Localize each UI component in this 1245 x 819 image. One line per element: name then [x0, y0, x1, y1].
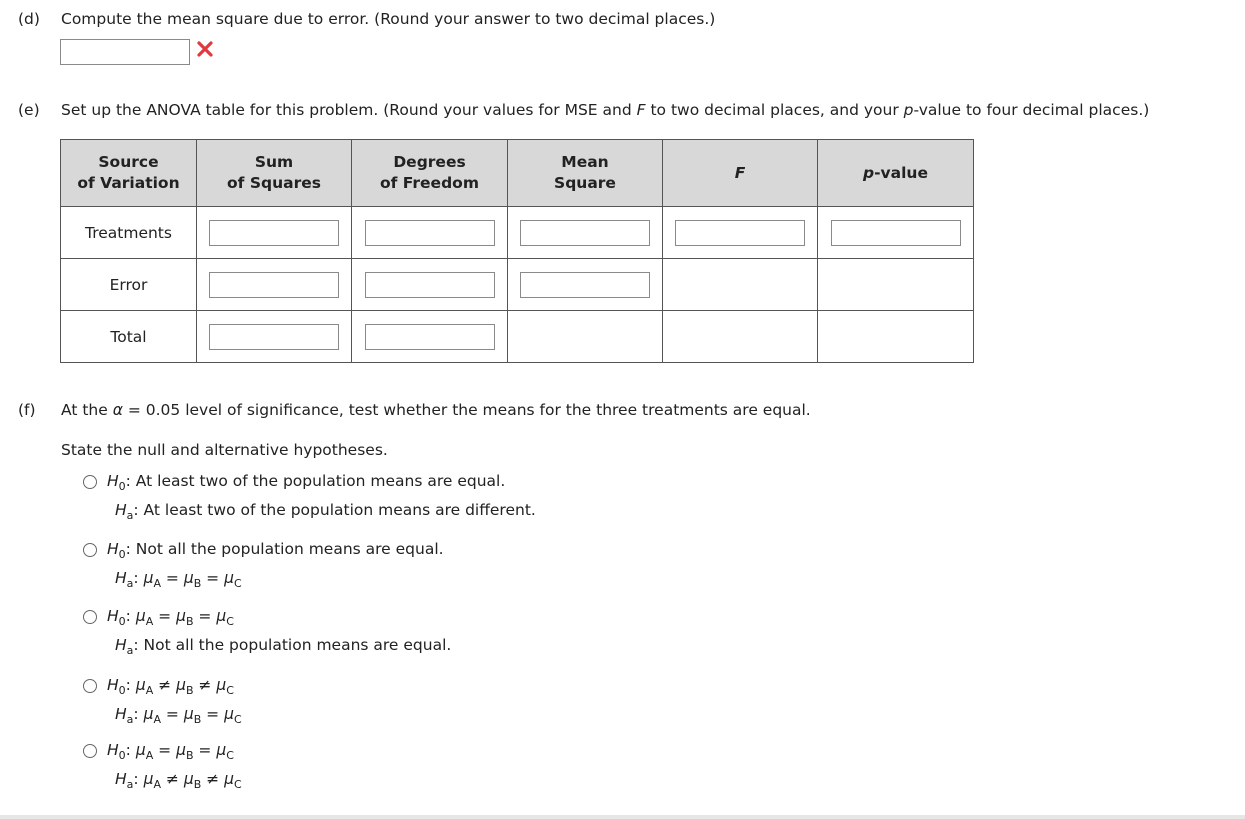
- header-degrees-of-freedom: Degrees of Freedom: [352, 140, 508, 207]
- incorrect-x-icon: [196, 40, 214, 58]
- option-4-ha: $H_a$: $\mu_A = \mu_B = \mu_C$: [115, 705, 242, 726]
- hypothesis-option-1-radio[interactable]: [83, 475, 97, 489]
- table-row-treatments: [61, 207, 974, 259]
- part-f-question: At the α = 0.05 level of significance, test whether the means for the three treatments are equal.: [61, 401, 811, 419]
- error-ms-input[interactable]: [520, 272, 650, 298]
- part-e-label: (e): [18, 101, 40, 119]
- error-p-empty: [818, 259, 974, 311]
- option-2-ha: $H_a$: $\mu_A = \mu_B = \mu_C$: [115, 569, 242, 590]
- header-mean-square: Mean Square: [508, 140, 663, 207]
- hypothesis-option-3-radio[interactable]: [83, 610, 97, 624]
- header-source: Source of Variation: [61, 140, 197, 207]
- error-f-empty: [663, 259, 818, 311]
- row-label-total: Total: [61, 311, 197, 363]
- option-1-h0: $H_0$: At least two of the population means are equal.: [107, 472, 506, 493]
- option-2-h0: $H_0$: Not all the population means are equal.: [107, 540, 444, 561]
- treatments-df-input[interactable]: [365, 220, 495, 246]
- total-f-empty: [663, 311, 818, 363]
- error-ss-input[interactable]: [209, 272, 339, 298]
- part-f-label: (f): [18, 401, 36, 419]
- total-ss-input[interactable]: [209, 324, 339, 350]
- total-ms-empty: [508, 311, 663, 363]
- anova-table: [60, 139, 974, 363]
- hypothesis-option-5-radio[interactable]: [83, 744, 97, 758]
- part-e-question: Set up the ANOVA table for this problem. (Round your values for MSE and F to two decimal places, and your p-value to four decimal places.): [61, 101, 1150, 119]
- treatments-p-value-input[interactable]: [831, 220, 961, 246]
- option-5-h0: $H_0$: $\mu_A = \mu_B = \mu_C$: [107, 741, 234, 762]
- anova-header-row: [61, 140, 974, 207]
- hypothesis-option-4-radio[interactable]: [83, 679, 97, 693]
- treatments-ms-input[interactable]: [520, 220, 650, 246]
- part-d-label: (d): [18, 10, 40, 28]
- error-df-input[interactable]: [365, 272, 495, 298]
- treatments-f-input[interactable]: [675, 220, 805, 246]
- row-label-treatments: Treatments: [61, 207, 197, 259]
- option-5-ha: $H_a$: $\mu_A \ne \mu_B \ne \mu_C$: [115, 770, 242, 791]
- hypothesis-option-2-radio[interactable]: [83, 543, 97, 557]
- part-d-question: Compute the mean square due to error. (Round your answer to two decimal places.): [61, 10, 716, 28]
- option-3-h0: $H_0$: $\mu_A = \mu_B = \mu_C$: [107, 607, 234, 628]
- treatments-ss-input[interactable]: [209, 220, 339, 246]
- total-p-empty: [818, 311, 974, 363]
- option-1-ha: $H_a$: At least two of the population means are different.: [115, 501, 536, 522]
- table-row-total: [61, 311, 974, 363]
- hypotheses-instruction: State the null and alternative hypotheses.: [61, 441, 388, 459]
- total-df-input[interactable]: [365, 324, 495, 350]
- mse-answer-input[interactable]: [60, 39, 190, 65]
- header-f: F: [663, 140, 818, 207]
- table-row-error: [61, 259, 974, 311]
- header-sum-of-squares: Sum of Squares: [197, 140, 352, 207]
- option-3-ha: $H_a$: Not all the population means are equal.: [115, 636, 452, 657]
- bottom-divider: [0, 815, 1245, 819]
- header-p-value: p-value: [818, 140, 974, 207]
- row-label-error: Error: [61, 259, 197, 311]
- option-4-h0: $H_0$: $\mu_A \ne \mu_B \ne \mu_C$: [107, 676, 234, 697]
